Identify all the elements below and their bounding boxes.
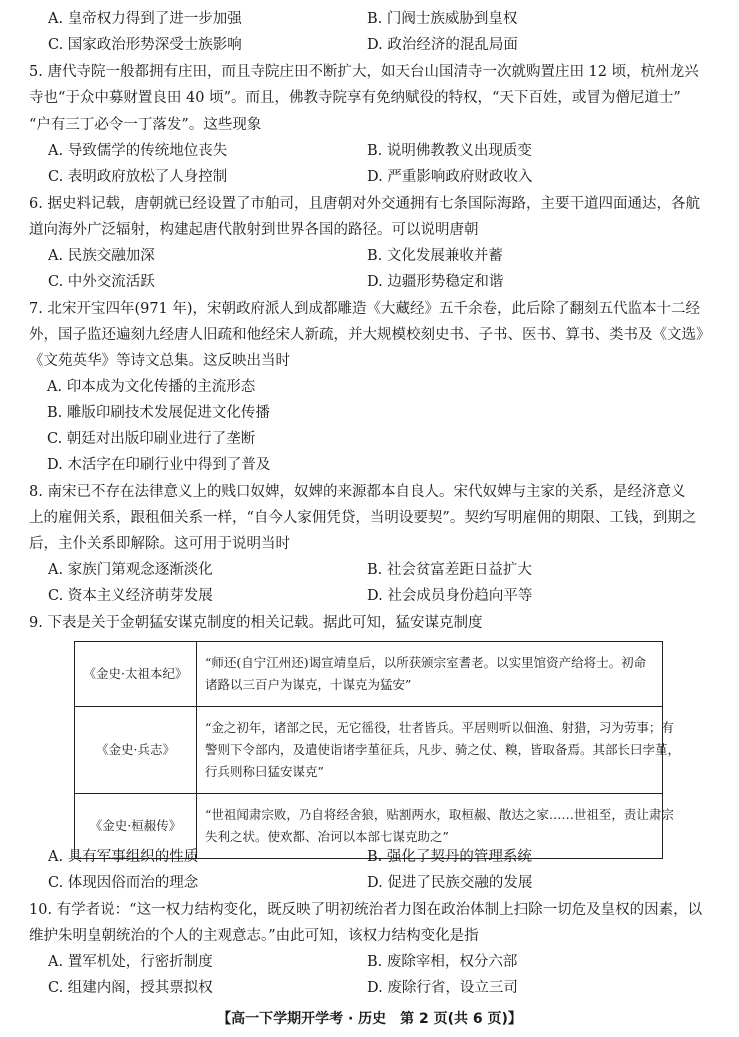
- q8-option-c: C. 资本主义经济萌芽发展: [48, 588, 213, 604]
- q8-options-row-2: [0, 585, 739, 607]
- q7-stem-text-2: 外，国子监还遍刻九经唐人旧疏和他经宋人新疏，并大规模校刻史书、子书、医书、算书、类书及《文选》: [29, 327, 711, 343]
- q10-option-b: B. 废除宰相，权分六部: [367, 954, 518, 970]
- table-source-cell: 《金史·太祖本纪》: [75, 642, 197, 707]
- table-row: [75, 707, 663, 794]
- q6-stem-text-2: 道向海外广泛辐射，构建起唐代散射到世界各国的路径。可以说明唐朝: [29, 222, 479, 238]
- table-row: [75, 642, 663, 707]
- q5-option-a: A. 导致儒学的传统地位丧失: [48, 143, 228, 159]
- q6-stem-line-2: [0, 219, 739, 241]
- q6-option-a: A. 民族交融加深: [48, 248, 155, 264]
- q8-option-a: A. 家族门第观念逐渐淡化: [48, 562, 213, 578]
- q7-option-a-line: [0, 376, 739, 398]
- q8-stem-line-2: [0, 507, 739, 529]
- q9-option-a: A. 具有军事组织的性质: [48, 849, 199, 865]
- q9-options-row-2: [0, 872, 739, 894]
- q5-options-row-1: [0, 140, 739, 162]
- q5-stem-text-1: 5. 唐代寺院一般都拥有庄田，而且寺院庄田不断扩大，如天台山国清寺一次就购置庄田 12 顷，杭州龙兴: [29, 64, 699, 80]
- quote-line: “师还(自宁江州还)谒宣靖皇后，以所获颁宗室耆老。以实里馆资产给将士。初命: [205, 655, 647, 670]
- q6-stem-line-1: [0, 193, 739, 215]
- q4-option-c: C. 国家政治形势深受士族影响: [48, 37, 242, 53]
- q6-options-row-2: [0, 271, 739, 293]
- q7-option-c-line: [0, 428, 739, 450]
- q7-stem-line-1: [0, 298, 739, 320]
- q8-stem-text-1: 8. 南宋已不存在法律意义上的贱口奴婢，奴婢的来源都本自良人。宋代奴婢与主家的关系，是经济意义: [29, 484, 686, 500]
- q7-stem-line-2: [0, 324, 739, 346]
- quote-line: 失利之状。使欢都、冶诃以本部七谋克助之”: [205, 829, 449, 844]
- q6-option-b: B. 文化发展兼收并蓄: [367, 248, 503, 264]
- q7-option-d-line: [0, 454, 739, 476]
- q4-option-b: B. 门阀士族威胁到皇权: [367, 11, 518, 27]
- q7-stem-text-3: 《文苑英华》等诗文总集。这反映出当时: [29, 353, 290, 369]
- quote-line: 诸路以三百户为谋克，十谋克为猛安”: [205, 677, 412, 692]
- table-source-cell: 《金史·兵志》: [75, 707, 197, 794]
- q10-option-c: C. 组建内阁，授其票拟权: [48, 980, 213, 996]
- q9-option-c: C. 体现因俗而治的理念: [48, 875, 199, 891]
- table-source-cell: 《金史·桓赧传》: [75, 794, 197, 859]
- q8-stem-line-3: [0, 533, 739, 555]
- q8-stem-line-1: [0, 481, 739, 503]
- q7-option-b: B. 雕版印刷技术发展促进文化传播: [47, 405, 270, 421]
- q5-stem-line-2: [0, 87, 739, 109]
- q8-option-d: D. 社会成员身份趋向平等: [367, 588, 533, 604]
- table-quote-cell: [197, 707, 681, 794]
- table-quote-cell: [197, 642, 663, 707]
- q5-stem-text-2: 寺也“于众中募财置良田 40 顷”。而且，佛教寺院享有免纳赋役的特权，“天下百姓，或冒为僧尼道士”: [29, 90, 681, 106]
- q6-option-c: C. 中外交流活跃: [48, 274, 155, 290]
- q7-option-d: D. 木活字在印刷行业中得到了普及: [47, 457, 271, 473]
- q9-option-d: D. 促进了民族交融的发展: [367, 875, 533, 891]
- q7-stem-text-1: 7. 北宋开宝四年(971 年)，宋朝政府派人到成都雕造《大藏经》五千余卷，此后除了翻刻五代监本十二经: [29, 301, 701, 317]
- page-footer: 【高一下学期开学考 · 历史 第 2 页(共 6 页)】: [217, 1011, 522, 1027]
- q10-stem-text-1: 10. 有学者说：“这一权力结构变化，既反映了明初统治者力图在政治体制上扫除一切危及皇权的因素，以: [29, 902, 703, 918]
- q6-options-row-1: [0, 245, 739, 267]
- q4-options-row-2: [0, 34, 739, 56]
- q5-option-d: D. 严重影响政府财政收入: [367, 169, 533, 185]
- q5-stem-line-1: [0, 61, 739, 83]
- q5-stem-line-3: [0, 114, 739, 136]
- q8-options-row-1: [0, 559, 739, 581]
- q7-option-a: A. 印本成为文化传播的主流形态: [47, 379, 256, 395]
- q7-option-b-line: [0, 402, 739, 424]
- q4-options-row-1: [0, 8, 739, 30]
- q10-stem-line-2: [0, 925, 739, 947]
- q4-option-a: A. 皇帝权力得到了进一步加强: [48, 11, 242, 27]
- q4-option-d: D. 政治经济的混乱局面: [367, 37, 518, 53]
- q5-option-b: B. 说明佛教教义出现质变: [367, 143, 532, 159]
- quote-line: 行兵则称曰猛安谋克”: [205, 764, 324, 779]
- q9-stem-text: 9. 下表是关于金朝猛安谋克制度的相关记载。据此可知，猛安谋克制度: [29, 615, 483, 631]
- q9-options-row-1: [0, 846, 739, 868]
- q10-option-d: D. 废除行省，设立三司: [367, 980, 518, 996]
- q8-stem-text-3: 后，主仆关系即解除。这可用于说明当时: [29, 536, 290, 552]
- q8-option-b: B. 社会贫富差距日益扩大: [367, 562, 532, 578]
- q10-stem-text-2: 维护朱明皇朝统治的个人的主观意志。”由此可知，该权力结构变化是指: [29, 928, 479, 944]
- q10-stem-line-1: [0, 899, 739, 921]
- q9-option-b: B. 强化了契丹的管理系统: [367, 849, 532, 865]
- q9-records-table: [74, 641, 681, 859]
- q10-options-row-2: [0, 977, 739, 999]
- q9-stem-line: [0, 612, 739, 634]
- q5-stem-text-3: “户有三丁必令一丁落发”。这些现象: [29, 117, 262, 133]
- q5-option-c: C. 表明政府放松了人身控制: [48, 169, 228, 185]
- q6-stem-text-1: 6. 据史料记载，唐朝就已经设置了市舶司，且唐朝对外交通拥有七条国际海路，主要干道四面通达，各航: [29, 196, 700, 212]
- quote-line: “金之初年，诸部之民，无它徭役，壮者皆兵。平居则听以佃渔、射猎，习为劳事；有: [205, 720, 674, 735]
- q6-option-d: D. 边疆形势稳定和谐: [367, 274, 504, 290]
- q10-option-a: A. 置军机处，行密折制度: [48, 954, 213, 970]
- quote-line: 警则下令部内，及遣使诣诸孛堇征兵，凡步、骑之仗、糗，皆取备焉。其部长曰孛堇，: [205, 742, 681, 757]
- q7-option-c: C. 朝廷对出版印刷业进行了垄断: [47, 431, 256, 447]
- q8-stem-text-2: 上的雇佣关系，跟租佃关系一样，“自今人家佣凭贷，当明设要契”。契约写明雇佣的期限、工钱，到期之: [29, 510, 697, 526]
- q10-options-row-1: [0, 951, 739, 973]
- q5-options-row-2: [0, 166, 739, 188]
- quote-line: “世祖闻肃宗败，乃自将经舍狼，贴割两水，取桓赧、散达之家……世祖至，责让肃宗: [205, 807, 674, 822]
- q7-stem-line-3: [0, 350, 739, 372]
